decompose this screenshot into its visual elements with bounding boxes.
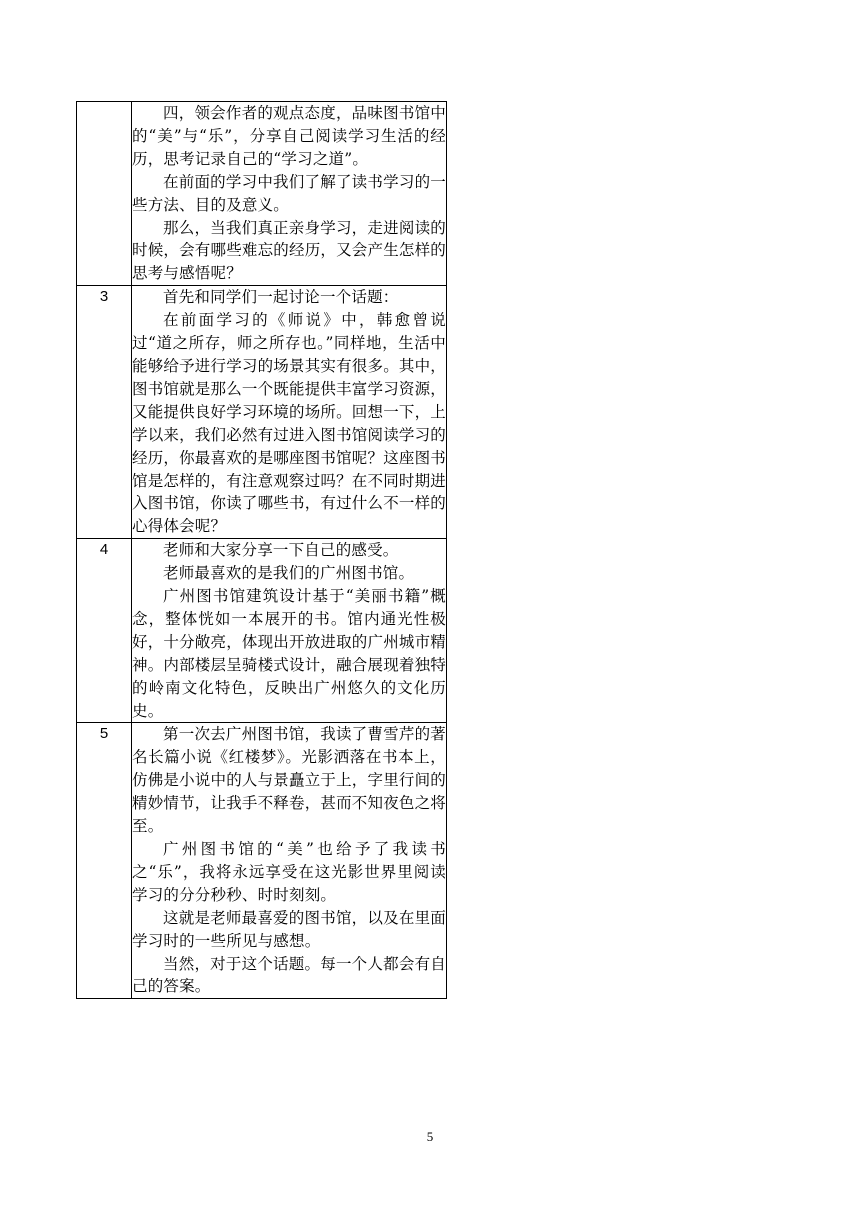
paragraph: 在前面学习的《师说》中，韩愈曾说过“道之所存，师之所存也。”同样地，生活中能够给予进行学习的场景其实有很多。其中，图书馆就是那么一个既能提供丰富学习资源，又能提供良好学习环境的场所。回想一下，上学以来，我们必然有过进入图书馆阅读学习的经历，你最喜欢的是哪座图书馆呢？这座图书馆是怎样的，有注意观察过吗？在不同时期进入图书馆，你读了哪些书，有过什么不一样的心得体会呢？ <box>132 311 447 536</box>
paragraph: 第一次去广州图书馆，我读了曹雪芹的著名长篇小说《红楼梦》。光影洒落在书本上，仿佛是小说中的人与景矗立于上，字里行间的精妙情节，让我手不释卷，甚而不知夜色之将至。 <box>132 725 447 836</box>
paragraph: 这就是老师最喜爱的图书馆，以及在里面学习时的一些所见与感想。 <box>132 908 446 950</box>
table-row <box>77 102 447 286</box>
step-content-cell <box>132 723 447 999</box>
step-content-cell <box>132 286 447 539</box>
step-content-cell <box>132 539 447 723</box>
paragraph: 在前面的学习中我们了解了读书学习的一些方法、目的及意义。 <box>132 172 446 214</box>
paragraph: 老师最喜欢的是我们的广州图书馆。 <box>163 564 415 583</box>
paragraph: 广州图书馆的“美”也给予了我读书之“乐”，我将永远享受在这光影世界里阅读学习的分分秒秒、时时刻刻。 <box>132 840 446 904</box>
step-content-cell <box>132 102 447 286</box>
step-number-cell: 3 <box>77 286 132 539</box>
paragraph: 那么，当我们真正亲身学习，走进阅读的时候，会有哪些难忘的经历，又会产生怎样的思考与感悟呢？ <box>132 218 447 283</box>
page-number: 5 <box>426 1129 434 1144</box>
lesson-table-body <box>77 102 447 999</box>
paragraph: 老师和大家分享一下自己的感受。 <box>163 541 399 560</box>
paragraph: 广州图书馆建筑设计基于“美丽书籍”概念，整体恍如一本展开的书。馆内通光性极好，十分敞亮，体现出开放进取的广州城市精神。内部楼层呈骑楼式设计，融合展现着独特的岭南文化特色，反映出广州悠久的文化历史。 <box>132 587 447 720</box>
table-row <box>77 286 447 539</box>
step-number-cell: 4 <box>77 539 132 723</box>
lesson-table <box>76 101 447 999</box>
paragraph: 四，领会作者的观点态度，品味图书馆中的“美”与“乐”，分享自己阅读学习生活的经历，思考记录自己的“学习之道”。 <box>132 104 446 168</box>
paragraph: 当然，对于这个话题。每一个人都会有自己的答案。 <box>132 954 446 996</box>
step-number-cell <box>77 102 132 286</box>
table-row <box>77 723 447 999</box>
step-number-cell: 5 <box>77 723 132 999</box>
table-row <box>77 539 447 723</box>
paragraph: 首先和同学们一起讨论一个话题： <box>163 288 399 307</box>
